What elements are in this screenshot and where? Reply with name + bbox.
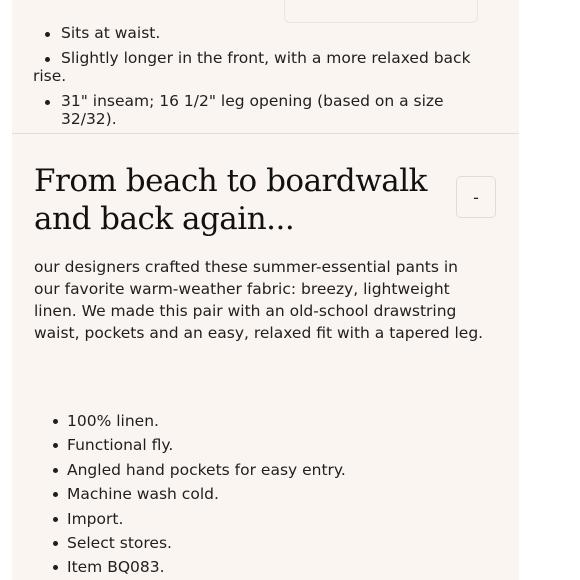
- list-item: Sits at waist.: [33, 24, 498, 42]
- top-box: [284, 0, 478, 23]
- list-item: Functional fly.: [50, 433, 346, 457]
- fit-specs-list: [33, 24, 498, 135]
- list-item: Slightly longer in the front, with a more relaxed back rise.: [33, 49, 498, 85]
- section-divider: [12, 133, 519, 134]
- section-heading: From beach to boardwalk and back again...: [34, 163, 427, 237]
- list-item: 31" inseam; 16 1/2" leg opening (based on a size 32/32).: [33, 92, 498, 128]
- list-item: Machine wash cold.: [50, 482, 346, 506]
- list-item: 100% linen.: [50, 409, 346, 433]
- list-item: Angled hand pockets for easy entry.: [50, 458, 346, 482]
- list-item: Select stores.: [50, 531, 346, 555]
- product-description: our designers crafted these summer-essential pants in our favorite warm-weather fabric: breezy, lightweight linen. We made this pair with an old-school drawstring waist, pockets and an easy, relaxed fit with a tapered leg.: [34, 258, 484, 342]
- list-item: Item BQ083.: [50, 555, 346, 579]
- collapse-button[interactable]: -: [456, 176, 496, 218]
- features-list: [50, 409, 346, 580]
- list-item: Import.: [50, 507, 346, 531]
